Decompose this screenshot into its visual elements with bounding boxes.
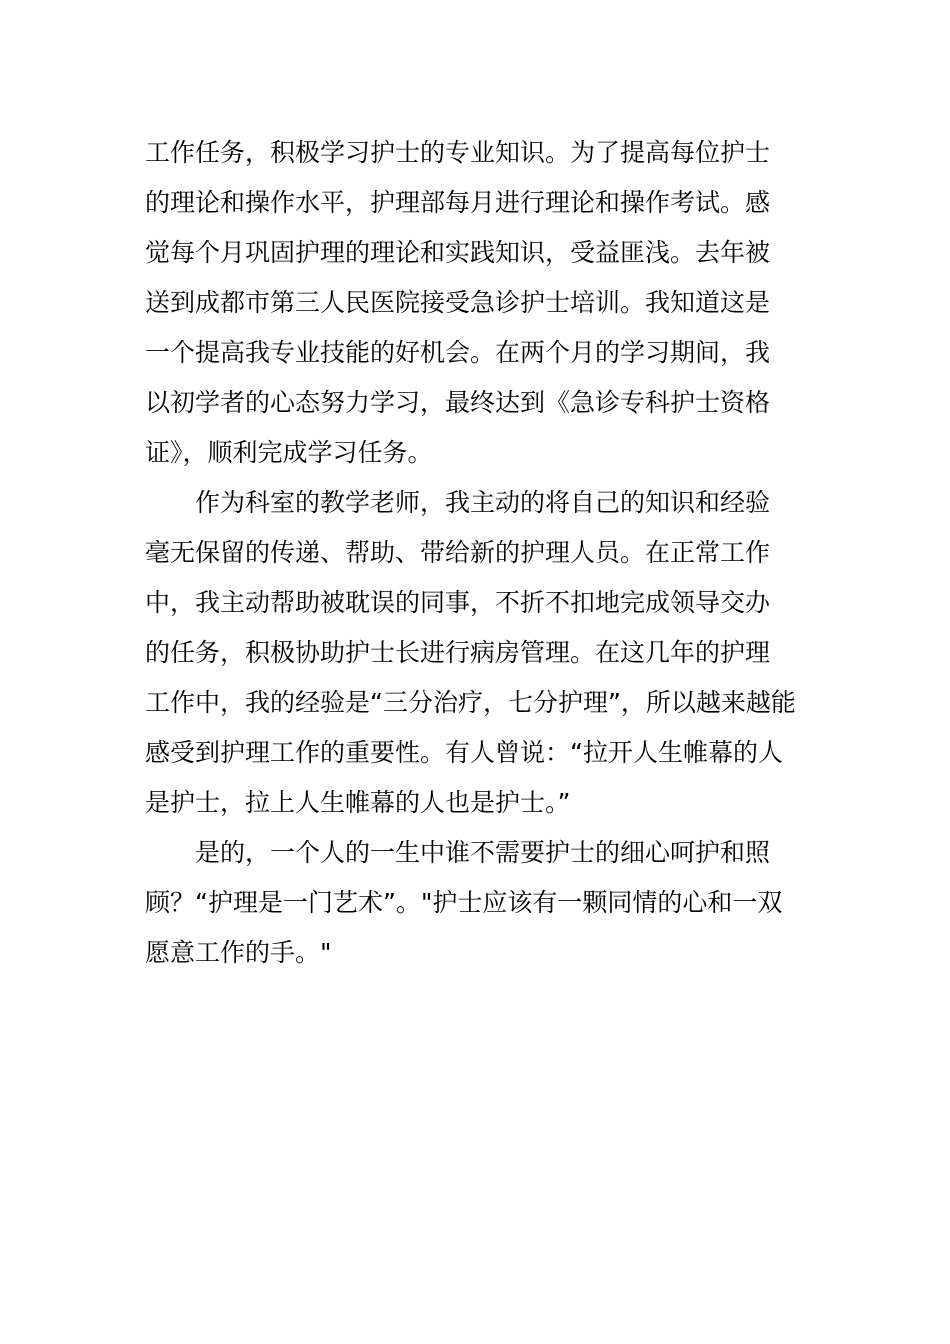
text-line: 愿意工作的手。" — [145, 938, 332, 967]
text-line: 的任务，积极协助护士长进行病房管理。在这几年的护理 — [145, 638, 771, 667]
text-line: 毫无保留的传递、帮助、带给新的护理人员。在正常工作 — [145, 538, 771, 567]
text-line: 的理论和操作水平，护理部每月进行理论和操作考试。感 — [145, 188, 771, 217]
paragraph-3 — [145, 828, 810, 978]
text-line: 觉每个月巩固护理的理论和实践知识，受益匪浅。去年被 — [145, 238, 771, 267]
text-line: 中，我主动帮助被耽误的同事，不折不扣地完成领导交办 — [145, 588, 771, 617]
text-line: 工作任务，积极学习护士的专业知识。为了提高每位护士 — [145, 138, 771, 167]
paragraph-1 — [145, 128, 810, 478]
text-line: 是护士，拉上人生帷幕的人也是护士。” — [145, 788, 571, 817]
paragraph-2 — [145, 478, 810, 828]
text-line: 是的，一个人的一生中谁不需要护士的细心呵护和照 — [145, 838, 771, 867]
text-line: 以初学者的心态努力学习，最终达到《急诊专科护士资格 — [145, 388, 771, 417]
text-line: 证》，顺利完成学习任务。 — [145, 438, 433, 467]
text-line: 送到成都市第三人民医院接受急诊护士培训。我知道这是 — [145, 288, 771, 317]
body-text — [145, 128, 810, 978]
text-line: 作为科室的教学老师，我主动的将自己的知识和经验 — [145, 488, 771, 517]
text-line: 一个提高我专业技能的好机会。在两个月的学习期间，我 — [145, 338, 771, 367]
text-line: 工作中，我的经验是“三分治疗，七分护理”，所以越来越能 — [145, 688, 796, 717]
text-line: 顾？“护理是一门艺术”。"护士应该有一颗同情的心和一双 — [145, 888, 783, 917]
text-line: 感受到护理工作的重要性。有人曾说：“拉开人生帷幕的人 — [145, 738, 783, 767]
